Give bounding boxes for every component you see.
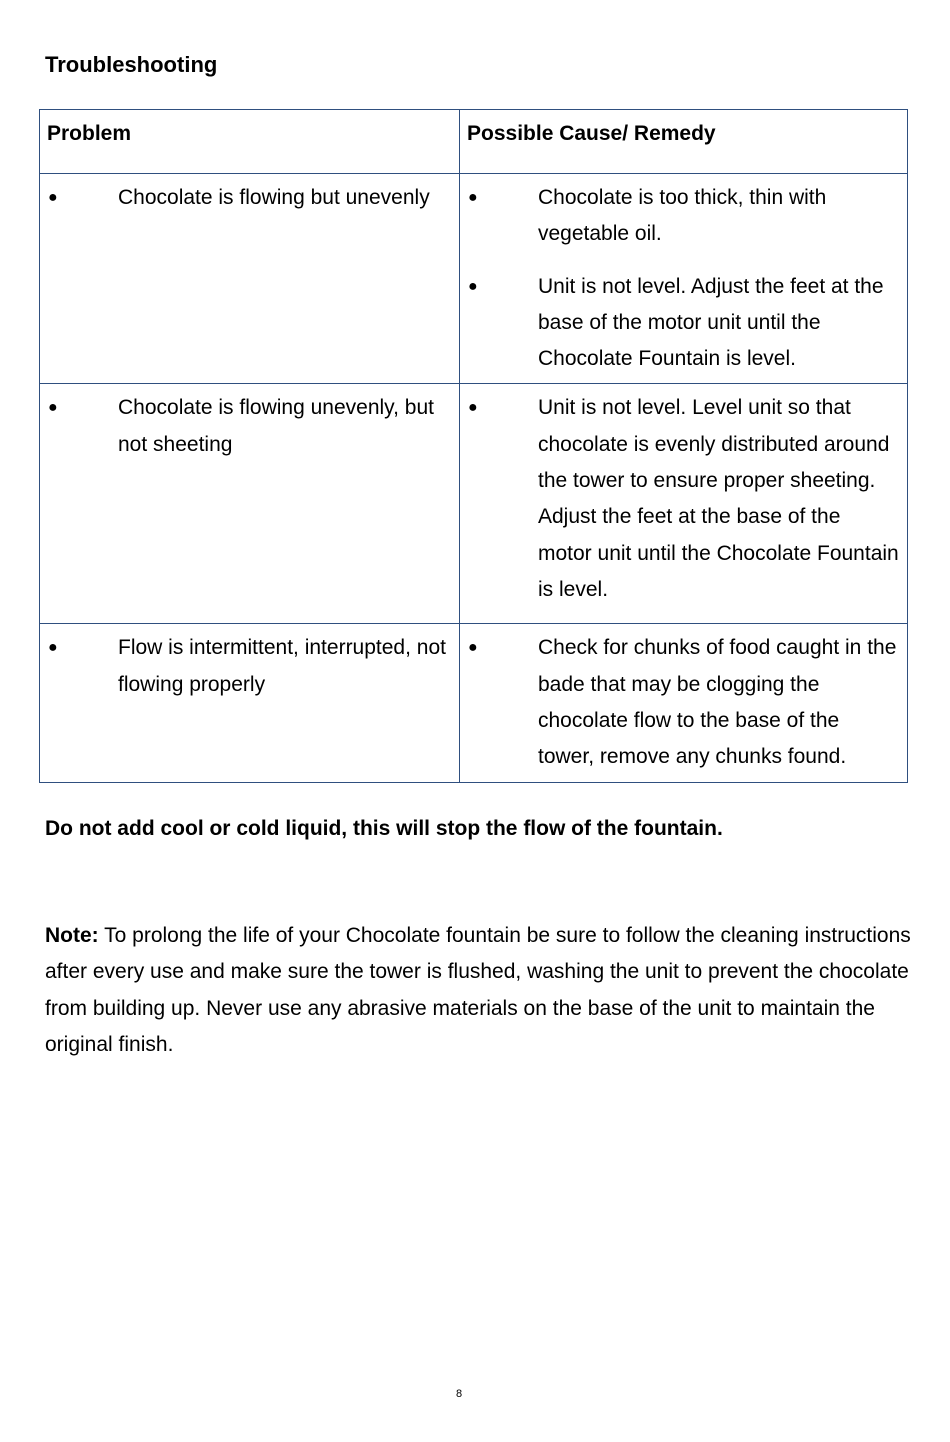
page-number: 8	[455, 1388, 463, 1400]
remedy-text: Check for chunks of food caught in the bade that may be clogging the chocolate flow to the base of the tower, remove any chunks found.	[538, 636, 897, 769]
remedy-cell	[460, 624, 908, 782]
remedy-text: Unit is not level. Level unit so that chocolate is evenly distributed around the tower to ensure proper sheeting. Adjust the feet at the base of the motor unit until the Chocolate Fountain is level.	[538, 396, 899, 601]
bullet-item	[40, 180, 459, 216]
remedy-column-header: Possible Cause/ Remedy	[460, 110, 908, 174]
note-text: To prolong the life of your Chocolate fountain be sure to follow the cleaning instructions after every use and make sure the tower is flushed, washing the unit to prevent the chocolate from building up. Never use any abrasive materials on the base of the unit to maintain the original finish.	[45, 924, 911, 1056]
bullet-item	[460, 390, 907, 608]
problem-text: Chocolate is flowing unevenly, but not sheeting	[118, 396, 434, 456]
problem-text: Chocolate is flowing but unevenly	[118, 186, 430, 209]
table-row	[40, 384, 908, 624]
bullet-icon: ●	[48, 639, 58, 657]
bullet-icon: ●	[48, 399, 58, 417]
problem-cell	[40, 384, 460, 624]
bullet-item	[40, 390, 459, 463]
bullet-icon: ●	[468, 277, 478, 295]
bullet-icon: ●	[468, 189, 478, 206]
problem-cell	[40, 174, 460, 384]
bullet-icon: ●	[468, 639, 478, 657]
bullet-icon: ●	[468, 399, 478, 417]
problem-column-header: Problem	[40, 110, 460, 174]
remedy-cell	[460, 384, 908, 624]
problem-text: Flow is intermittent, interrupted, not flowing properly	[118, 636, 446, 696]
problem-cell	[40, 624, 460, 782]
page-title: Troubleshooting	[45, 52, 218, 77]
bullet-item	[460, 630, 907, 775]
bullet-item	[460, 269, 907, 378]
bullet-item	[40, 630, 459, 703]
bullet-item	[460, 180, 907, 253]
remedy-cell	[460, 174, 908, 384]
remedy-text: Chocolate is too thick, thin with vegetable oil.	[538, 186, 827, 246]
note-paragraph	[45, 918, 915, 1063]
troubleshooting-table	[39, 109, 908, 783]
table-header-row	[40, 110, 908, 174]
warning-text: Do not add cool or cold liquid, this will stop the flow of the fountain.	[45, 817, 723, 840]
bullet-icon: ●	[48, 189, 58, 206]
remedy-text: Unit is not level. Adjust the feet at the base of the motor unit until the Chocolate Fountain is level.	[538, 274, 884, 371]
table-row	[40, 174, 908, 384]
table-row	[40, 624, 908, 782]
note-label: Note:	[45, 924, 99, 947]
